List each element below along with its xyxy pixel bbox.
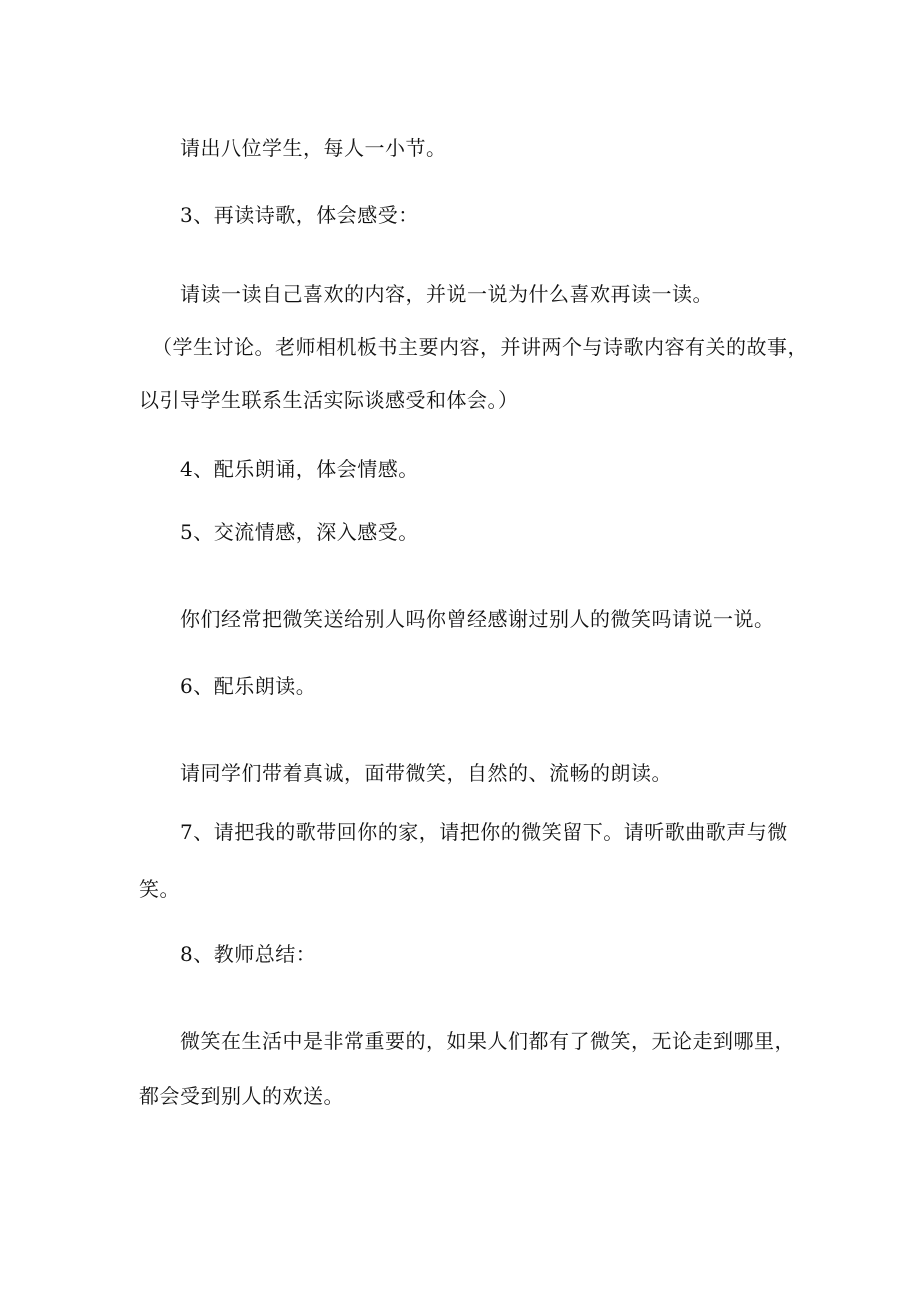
paragraph-step-3-heading: 3、再读诗歌，体会感受：: [180, 203, 419, 227]
paragraph-discussion-line-1: （学生讨论。老师相机板书主要内容，并讲两个与诗歌内容有关的故事，: [152, 335, 808, 359]
paragraph-summary-line-2: 都会受到别人的欢送。: [139, 1084, 344, 1108]
paragraph-read-favorite: 请读一读自己喜欢的内容，并说一说为什么喜欢再读一读。: [180, 282, 713, 306]
paragraph-summary-line-1: 微笑在生活中是非常重要的，如果人们都有了微笑，无论走到哪里，: [180, 1029, 795, 1053]
paragraph-step-8-heading: 8、教师总结：: [180, 942, 317, 966]
paragraph-discussion-line-2: 以引导学生联系生活实际谈感受和体会。）: [139, 388, 519, 412]
paragraph-step-5-heading: 5、交流情感，深入感受。: [180, 520, 419, 544]
paragraph-student-assignment: 请出八位学生，每人一小节。: [180, 136, 447, 160]
paragraph-step-7-line-2: 笑。: [139, 877, 180, 901]
paragraph-step-6-heading: 6、配乐朗读。: [180, 674, 317, 698]
paragraph-step-7-line-1: 7、请把我的歌带回你的家，请把你的微笑留下。请听歌曲歌声与微: [180, 820, 788, 844]
paragraph-read-sincerely: 请同学们带着真诚，面带微笑，自然的、流畅的朗读。: [180, 761, 672, 785]
paragraph-step-4-heading: 4、配乐朗诵，体会情感。: [180, 457, 419, 481]
paragraph-smile-question: 你们经常把微笑送给别人吗你曾经感谢过别人的微笑吗请说一说。: [180, 607, 775, 631]
